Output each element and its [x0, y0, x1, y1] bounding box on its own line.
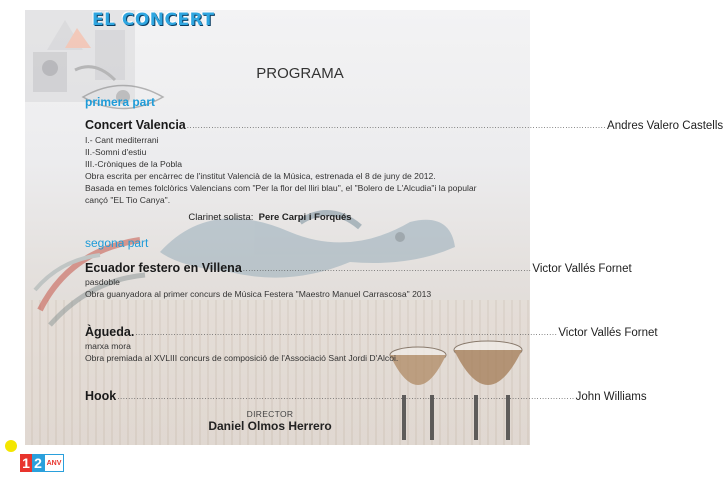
movement-line: I.- Cant mediterrani — [85, 135, 159, 145]
soloist-name: Pere Carpi i Forqués — [258, 212, 352, 223]
fish-sculpture-image — [150, 192, 460, 292]
piece-note: cançó "EL Tio Canya". — [85, 195, 171, 205]
director-label: DIRECTOR — [246, 409, 294, 419]
leader-dots: .......................................................................................................................................................... — [186, 121, 607, 130]
piece-hook — [85, 389, 647, 403]
movement-line: III.-Cròniques de la Pobla — [85, 159, 182, 169]
page-badge-suffix: ANV — [44, 454, 64, 472]
piece-composer: John Williams — [575, 391, 647, 403]
piece-note: Obra guanyadora al primer concurs de Música Festera "Maestro Manuel Carrascosa" 2013 — [85, 289, 432, 299]
piece-subtitle: pasdoble — [85, 277, 120, 287]
piece-title: Ecuador festero en Villena — [85, 261, 242, 275]
page-digit-2: 2 — [32, 454, 44, 472]
piece-composer: Victor Vallés Fornet — [558, 327, 658, 339]
piece-concert-valencia — [85, 118, 723, 132]
piece-note: Obra premiada al XVLIII concurs de composició de l'Associació Sant Jordi D'Alcoi. — [85, 353, 399, 363]
soloist-line — [0, 212, 540, 223]
page-digit-1: 1 — [20, 454, 32, 472]
piece-ecuador-festero — [85, 261, 632, 275]
director-name: Daniel Olmos Herrero — [208, 419, 332, 433]
piece-composer: Victor Vallés Fornet — [532, 263, 632, 275]
piece-title: Àgueda. — [85, 325, 135, 339]
movement-line: II.-Somni d'estiu — [85, 147, 147, 157]
section-segona-part: segona part — [85, 236, 149, 250]
piece-note: Basada en temes folclòrics Valencians com "Per la flor del lliri blau", el "Bolero de L'Alcudia"i la popular — [85, 183, 477, 193]
page-title: EL CONCERT — [92, 10, 215, 30]
yellow-dot-icon — [5, 440, 17, 452]
programa-heading: PROGRAMA — [256, 65, 344, 82]
section-primera-part: primera part — [85, 95, 156, 109]
piece-title: Hook — [85, 389, 117, 403]
piece-subtitle: marxa mora — [85, 341, 131, 351]
piece-agueda — [85, 325, 658, 339]
leader-dots: .......................................................................................................... — [242, 264, 532, 273]
piece-note: Obra escrita per encàrrec de l'institut Valencià de la Música, estrenada el 8 de juny de 2012. — [85, 171, 436, 181]
page-number-badge — [20, 454, 64, 472]
leader-dots: ........................................................................................................................................................... — [135, 328, 558, 337]
leader-dots: ........................................................................................................................................................................ — [117, 392, 575, 401]
piece-composer: Andres Valero Castells — [607, 120, 723, 132]
piece-title: Concert Valencia — [85, 118, 186, 132]
soloist-label: Clarinet solista: — [188, 212, 254, 223]
